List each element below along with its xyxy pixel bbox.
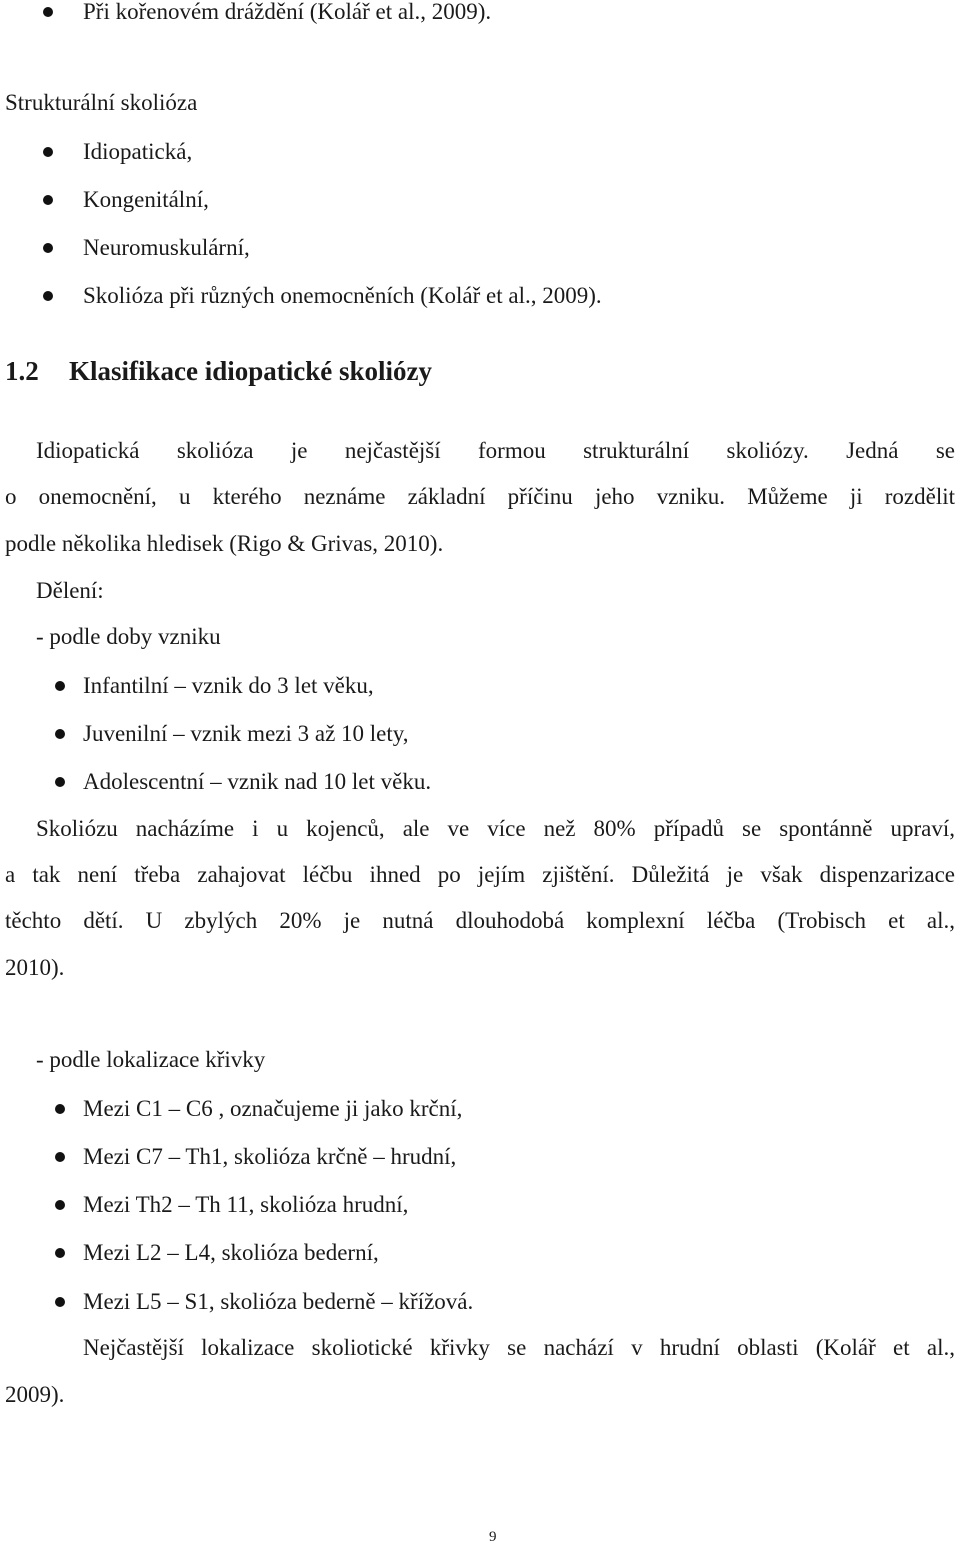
paragraph-line: a tak není třeba zahajovat léčbu ihned po jejím zjištění. Důležitá je však dispenzarizace (5, 862, 955, 887)
paragraph-line: 2010). (5, 955, 65, 980)
division-label: Dělení: (36, 578, 104, 603)
paragraph-line: 2009). (5, 1382, 65, 1407)
onset-label: - podle doby vzniku (36, 624, 221, 649)
paragraph-line: Nejčastější lokalizace skoliotické křivky se nachází v hrudní oblasti (Kolář et al., (83, 1335, 955, 1360)
bullet-icon (55, 1248, 65, 1258)
page-number: 9 (489, 1529, 497, 1545)
bullet-icon (55, 1200, 65, 1210)
list-item: Mezi C1 – C6 , označujeme ji jako krční, (83, 1096, 463, 1121)
bullet-icon (43, 7, 53, 17)
list-item: Mezi L5 – S1, skolióza bederně – křížová. (83, 1289, 474, 1314)
bullet-icon (55, 1104, 65, 1114)
list-item: Idiopatická, (83, 139, 193, 164)
bullet-icon (43, 243, 53, 253)
bullet-icon (43, 291, 53, 301)
paragraph-line: těchto dětí. U zbylých 20% je nutná dlouhodobá komplexní léčba (Trobisch et al., (5, 908, 955, 933)
bullet-icon (55, 777, 65, 787)
list-item: Infantilní – vznik do 3 let věku, (83, 673, 374, 698)
paragraph-line: Idiopatická skolióza je nejčastější formou strukturální skoliózy. Jedná se (36, 438, 955, 463)
section-number: 1.2 (5, 356, 39, 386)
list-item: Při kořenovém dráždění (Kolář et al., 2009). (83, 0, 492, 24)
bullet-icon (55, 1152, 65, 1162)
bullet-icon (55, 1297, 65, 1307)
bullet-icon (55, 729, 65, 739)
paragraph-line: o onemocnění, u kterého neznáme základní příčinu jeho vzniku. Můžeme ji rozdělit (5, 484, 955, 509)
list-item: Mezi Th2 – Th 11, skolióza hrudní, (83, 1192, 409, 1217)
list-item: Mezi C7 – Th1, skolióza krčně – hrudní, (83, 1144, 457, 1169)
list-item: Neuromuskulární, (83, 235, 250, 260)
location-label: - podle lokalizace křivky (36, 1047, 266, 1072)
list-item: Kongenitální, (83, 187, 209, 212)
bullet-icon (43, 195, 53, 205)
paragraph-line: podle několika hledisek (Rigo & Grivas, 2010). (5, 531, 444, 556)
bullet-icon (43, 147, 53, 157)
structural-title: Strukturální skolióza (5, 90, 198, 115)
list-item: Skolióza při různých onemocněních (Kolář et al., 2009). (83, 283, 602, 308)
list-item: Mezi L2 – L4, skolióza bederní, (83, 1240, 379, 1265)
list-item: Adolescentní – vznik nad 10 let věku. (83, 769, 432, 794)
bullet-icon (55, 681, 65, 691)
section-title: Klasifikace idiopatické skoliózy (69, 356, 433, 386)
paragraph-line: Skoliózu nacházíme i u kojenců, ale ve více než 80% případů se spontánně upraví, (36, 816, 955, 841)
list-item: Juvenilní – vznik mezi 3 až 10 lety, (83, 721, 409, 746)
